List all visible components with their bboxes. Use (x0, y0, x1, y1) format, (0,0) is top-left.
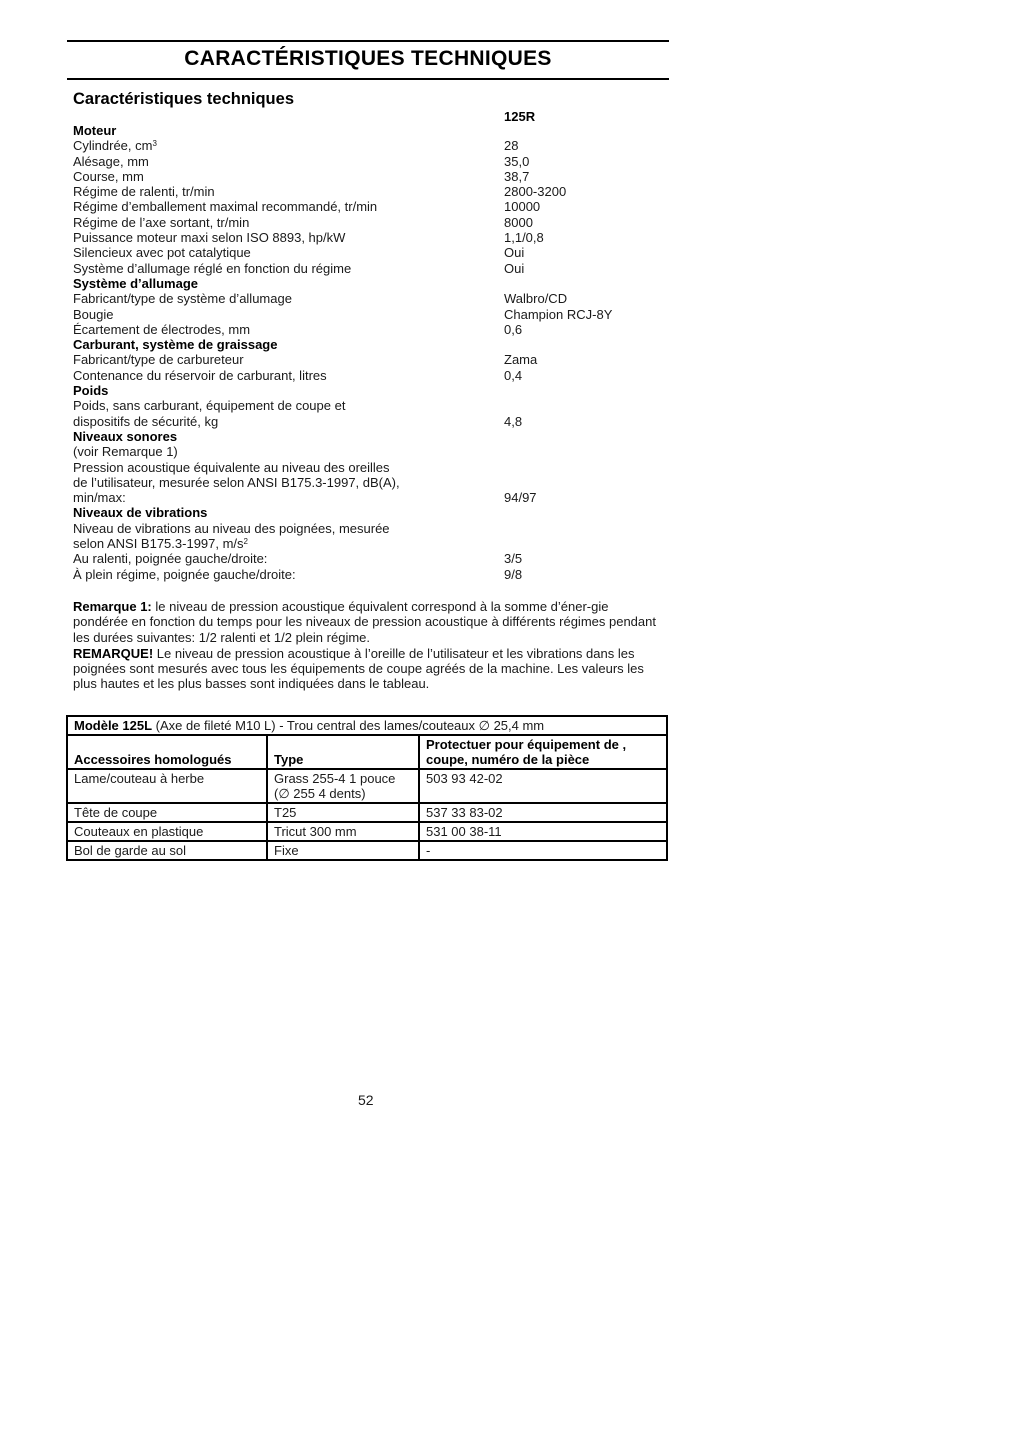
spec-row: Système d’allumage réglé en fonction du régime Oui (73, 260, 525, 276)
table-row: Tête de coupe T25 537 33 83-02 (67, 803, 667, 822)
spec-row: Régime de ralenti, tr/min 2800-3200 (73, 184, 567, 200)
spec-row: Au ralenti, poignée gauche/droite: 3/5 (73, 551, 523, 567)
header-protecteur: Protectuer pour équipement de , coupe, numéro de la pièce (419, 735, 667, 769)
spec-row: Niveau de vibrations au niveau des poignées, mesurée (73, 520, 390, 536)
spec-heading-sonores: Niveaux sonores (73, 428, 178, 444)
spec-row: Cylindrée, $cm^3$ 28 (73, 138, 519, 154)
spec-row: min/max: 94/97 (73, 490, 537, 506)
spec-row: Puissance moteur maxi selon ISO 8893, hp/kW 1,1/0,8 (73, 230, 544, 246)
page-number: 52 (358, 1092, 374, 1108)
spec-row: Régime d’emballement maximal recommandé, tr/min 10000 (73, 199, 541, 215)
spec-heading-carburant: Carburant, système de graissage (73, 337, 278, 353)
spec-table (73, 123, 653, 582)
spec-row: (voir Remarque 1) (73, 444, 178, 460)
spec-heading-poids: Poids (73, 383, 109, 399)
model-row: Modèle 125L (Axe de fileté M10 L) - Trou central des lames/couteaux ∅ 25,4 mm (67, 716, 667, 735)
spec-row: Régime de l’axe sortant, tr/min 8000 (73, 214, 533, 230)
accessories-table (66, 715, 668, 861)
spec-heading-allumage: Système d’allumage (73, 275, 198, 291)
notes (73, 599, 663, 693)
spec-row: de l’utilisateur, mesurée selon ANSI B175.3-1997, dB(A), (73, 474, 400, 490)
section-title: Caractéristiques techniques (73, 90, 294, 108)
table-header-row (67, 735, 667, 769)
spec-row: dispositifs de sécurité, kg 4,8 (73, 413, 523, 429)
spec-heading-vibrations: Niveaux de vibrations (73, 505, 208, 521)
spec-row: Pression acoustique équivalente au niveau des oreilles (73, 459, 390, 475)
spec-row: À plein régime, poignée gauche/droite: 9/8 (73, 566, 523, 582)
spec-row: Fabricant/type de système d’allumage Walbro/CD (73, 291, 568, 307)
spec-row: Écartement de électrodes, mm 0,6 (73, 321, 523, 337)
table-row: Couteaux en plastique Tricut 300 mm 531 00 38-11 (67, 822, 667, 841)
spec-heading-moteur: Moteur (73, 123, 117, 138)
table-row: Lame/couteau à herbe Grass 255-4 1 pouce (∅ 255 4 dents) 503 93 42-02 (67, 769, 667, 803)
spec-row: Contenance du réservoir de carburant, litres 0,4 (73, 367, 523, 383)
spec-row: Fabricant/type de carbureteur Zama (73, 352, 538, 368)
remarque-1: Remarque 1: le niveau de pression acoustique équivalent correspond à la somme d’éner-gie pondérée en fonction du temps pour les niveaux de pression acoustique à différents régimes pendant les durées suivantes: 1/2 ralenti et 1/2 plein régime. (73, 599, 656, 645)
header-accessoires: Accessoires homologués (67, 735, 267, 769)
page-header (67, 40, 669, 80)
spec-row: Poids, sans carburant, équipement de coupe et (73, 398, 346, 414)
spec-row: Course, mm 38,7 (73, 168, 530, 184)
spec-row: Bougie Champion RCJ-8Y (73, 306, 613, 322)
remarque-2: REMARQUE! Le niveau de pression acoustique à l’oreille de l’utilisateur et les vibrations dans les poignées sont mesurés avec tous les équipements de coupe agréés de la machine. Les valeurs les plus hautes et les plus basses sont indiquées dans le tableau. (73, 645, 644, 692)
spec-row: Alésage, mm 35,0 (73, 153, 530, 169)
model-column-header: 125R (504, 109, 536, 124)
table-row: Bol de garde au sol Fixe - (67, 841, 667, 860)
header-type: Type (267, 735, 419, 769)
spec-row: Silencieux avec pot catalytique Oui (73, 245, 525, 261)
page-title: CARACTÉRISTIQUES TECHNIQUES (184, 47, 552, 70)
spec-row: selon ANSI B175.3-1997, $m/s^2$ (73, 536, 248, 552)
